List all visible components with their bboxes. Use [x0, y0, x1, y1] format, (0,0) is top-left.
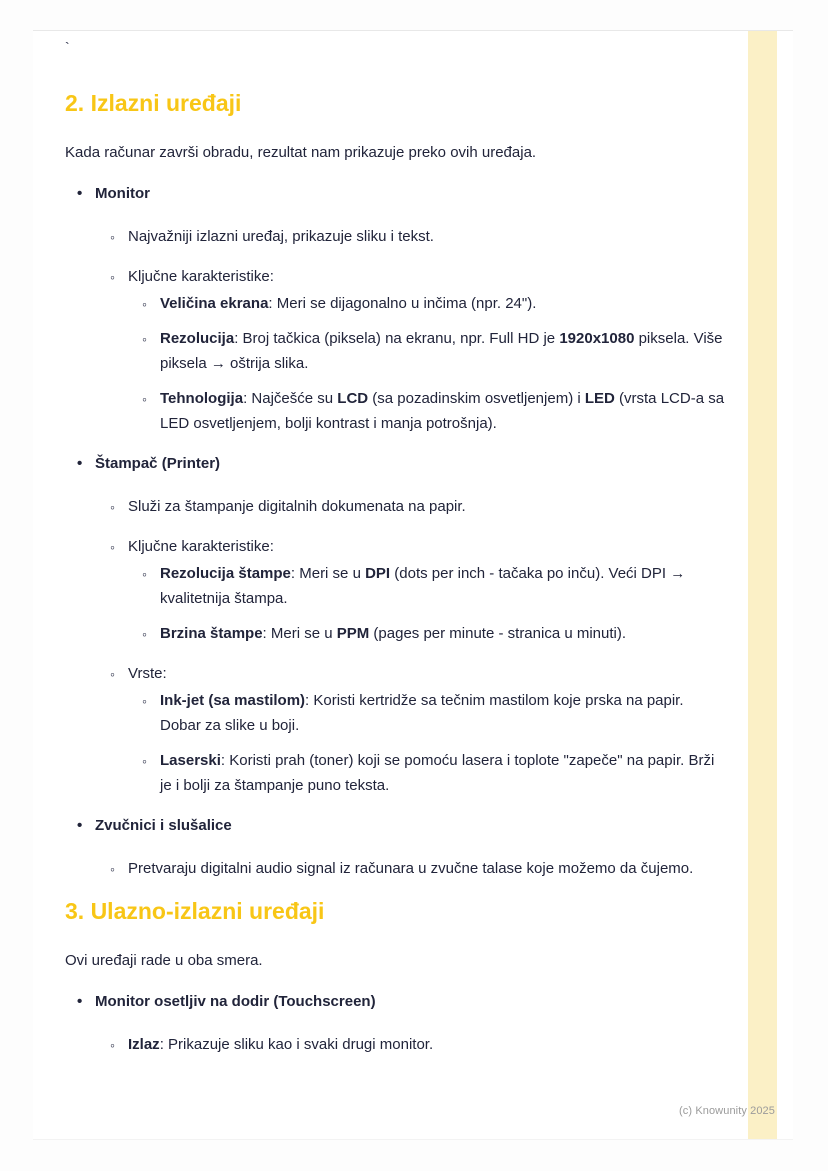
- list-item: [128, 748, 725, 798]
- bullet-icon: ◦: [110, 499, 115, 515]
- bullet-icon: ◦: [110, 539, 115, 555]
- stray-character: `: [65, 39, 70, 55]
- monitor-characteristics-header: Ključne karakteristike:: [128, 268, 274, 285]
- characteristic-resolution: Rezolucija: Broj tačkica (piksela) na ekranu, npr. Full HD je 1920x1080 piksela. Više piksela → oštrija slika.: [160, 330, 723, 372]
- printer-types-list: [128, 688, 725, 798]
- bullet-icon: •: [77, 455, 83, 472]
- monitor-sublist: [95, 224, 725, 436]
- document-content: [65, 31, 725, 1072]
- list-item: [95, 661, 725, 798]
- bullet-icon: ◦: [142, 753, 147, 769]
- output-devices-list: [65, 181, 725, 881]
- speakers-description: Pretvaraju digitalni audio signal iz računara u zvučne talase koje možemo da čujemo.: [128, 860, 694, 877]
- touchscreen-label: Monitor osetljiv na dodir (Touchscreen): [95, 993, 376, 1010]
- list-item-speakers: [65, 813, 725, 881]
- bullet-icon: ◦: [110, 269, 115, 285]
- bullet-icon: •: [77, 185, 83, 202]
- characteristic-screen-size: Veličina ekrana: Meri se dijagonalno u inčima (npr. 24").: [160, 295, 537, 312]
- list-item-printer: [65, 451, 725, 798]
- list-item: [128, 386, 725, 436]
- printer-type-laser: Laserski: Koristi prah (toner) koji se pomoću lasera i toplote "zapeče" na papir. Brži je i bolji za štampanje puno teksta.: [160, 752, 715, 794]
- list-item: [128, 561, 725, 611]
- characteristic-print-speed: Brzina štampe: Meri se u PPM (pages per minute - stranica u minuti).: [160, 625, 627, 642]
- characteristic-print-resolution: Rezolucija štampe: Meri se u DPI (dots per inch - tačaka po inču). Veći DPI → kvalitetnija štampa.: [160, 565, 686, 607]
- list-item-touchscreen: [65, 989, 725, 1057]
- printer-description: Služi za štampanje digitalnih dokumenata na papir.: [128, 498, 466, 515]
- printer-characteristics-list: [128, 561, 725, 646]
- list-item: [128, 291, 725, 316]
- list-item-monitor: [65, 181, 725, 436]
- bullet-icon: ◦: [142, 391, 147, 407]
- bullet-icon: ◦: [142, 626, 147, 642]
- bullet-icon: ◦: [142, 566, 147, 582]
- list-item: [95, 264, 725, 436]
- heading-output-devices: 2. Izlazni uređaji: [65, 90, 242, 116]
- monitor-label: Monitor: [95, 185, 150, 202]
- monitor-description: Najvažniji izlazni uređaj, prikazuje sliku i tekst.: [128, 228, 434, 245]
- bullet-icon: ◦: [110, 861, 115, 877]
- right-margin-strip: [748, 31, 777, 1139]
- list-item: [95, 1032, 725, 1057]
- list-item: [95, 856, 725, 881]
- printer-sublist: [95, 494, 725, 798]
- list-item: [95, 534, 725, 646]
- printer-label: Štampač (Printer): [95, 455, 221, 472]
- printer-types-header: Vrste:: [128, 665, 167, 682]
- document-page: [33, 30, 793, 1140]
- bullet-icon: ◦: [142, 296, 147, 312]
- footer-credit: (c) Knowunity 2025: [679, 1105, 775, 1117]
- characteristic-technology: Tehnologija: Najčešće su LCD (sa pozadinskim osvetljenjem) i LED (vrsta LCD-a sa LED osvetljenjem, bolji kontrast i manja potrošnja).: [160, 390, 725, 432]
- bullet-icon: ◦: [110, 666, 115, 682]
- output-devices-intro: Kada računar završi obradu, rezultat nam prikazuje preko ovih uređaja.: [65, 144, 537, 161]
- io-devices-list: [65, 989, 725, 1057]
- list-item: [128, 621, 725, 646]
- list-item: [95, 224, 725, 249]
- heading-io-devices: 3. Ulazno-izlazni uređaji: [65, 898, 325, 924]
- speakers-label: Zvučnici i slušalice: [95, 817, 232, 834]
- io-devices-intro: Ovi uređaji rade u oba smera.: [65, 952, 263, 969]
- bullet-icon: ◦: [110, 1037, 115, 1053]
- bullet-icon: ◦: [110, 229, 115, 245]
- list-item: [95, 494, 725, 519]
- monitor-characteristics-list: [128, 291, 725, 436]
- bullet-icon: ◦: [142, 693, 147, 709]
- printer-characteristics-header: Ključne karakteristike:: [128, 538, 274, 555]
- printer-type-inkjet: Ink-jet (sa mastilom): Koristi kertridže sa tečnim mastilom koje prska na papir. Dobar za slike u boji.: [160, 692, 684, 734]
- list-item: [128, 326, 725, 376]
- touchscreen-output: Izlaz: Prikazuje sliku kao i svaki drugi monitor.: [128, 1036, 434, 1053]
- list-item: [128, 688, 725, 738]
- touchscreen-sublist: [95, 1032, 725, 1057]
- bullet-icon: •: [77, 817, 83, 834]
- speakers-sublist: [95, 856, 725, 881]
- bullet-icon: ◦: [142, 331, 147, 347]
- bullet-icon: •: [77, 993, 83, 1010]
